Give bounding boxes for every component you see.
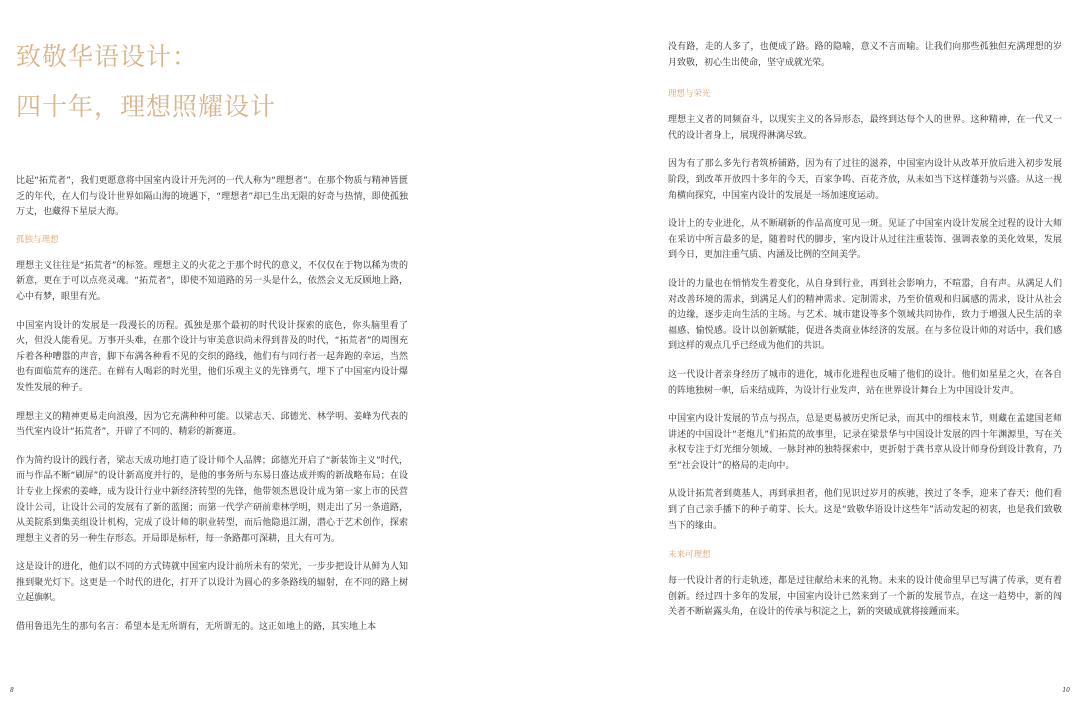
body-paragraph: 设计上的专业进化，从不断刷新的作品高度可见一斑。见证了中国室内设计发展全过程的设计大师在采访中所言最多的是，随着时代的脚步，室内设计从过往注重装饰、强调表象的美化效果，发展到今日，更加注重气质、内涵及比例的空间美学。 bbox=[668, 219, 1062, 261]
body-paragraph: 借用鲁迅先生的那句名言：希望本是无所谓有，无所谓无的。这正如地上的路，其实地上本 bbox=[16, 622, 377, 633]
body-paragraph: 理想主义的精神更易走向浪漫，因为它充满种种可能。以梁志天、邱德光、林学明、姜峰为代表的当代室内设计“拓荒者”，开辟了不同的、精彩的新赛道。 bbox=[16, 411, 408, 438]
body-paragraph: 理想主义者的同频奋斗，以现实主义的各异形态，最终到达每个人的世界。这种精神，在一代又一代的设计者身上，展现得淋漓尽致。 bbox=[668, 115, 1062, 141]
page-number: 10 bbox=[1062, 687, 1070, 694]
section-heading-loneliness: 孤独与理想 bbox=[16, 234, 59, 245]
title-line-1: 致敬华语设计： bbox=[16, 42, 199, 71]
section-heading-ideal-glory: 理想与荣光 bbox=[668, 89, 711, 100]
body-paragraph: 设计的力量也在悄悄发生着变化，从自身到行业，再到社会影响力，不喧嚣，自有声。从满足人们对改善环境的需求，到满足人们的精神需求、定制需求，乃至价值观和归属感的需求，设计从社会的边缘，逐步走向生活的主场。与艺术、城市建设等多个领域共同协作，致力于增强人民生活的幸福感、愉悦感。设计以创新赋能，促进各类商业体经济的发展。在与多位设计师的对话中，我们感到这样的观点几乎已经成为他们的共识。 bbox=[668, 278, 1062, 352]
intro-paragraph: 比起“拓荒者”，我们更愿意将中国室内设计开先河的一代人称为“理想者”。在那个物质与精神皆匮乏的年代，在人们与设计世界如隔山海的境遇下，“理想者”却已生出无限的好奇与热情，即使孤独万丈，也藏得下星辰大海。 bbox=[16, 176, 408, 218]
body-paragraph: 每一代设计者的行走轨迹，都是过往献给未来的礼物。未来的设计使命里早已写满了传承，更有着创新。经过四十多年的发展，中国室内设计已然来到了一个新的发展节点，在这一趋势中，新的闯关者不断崭露头角，在设计的传承与积淀之上，新的突破成就将接踵而来。 bbox=[668, 576, 1062, 618]
body-paragraph: 作为简约设计的践行者，梁志天成功地打造了设计师个人品牌；邱德光开启了“新装饰主义”时代，而与作品不断“刷屏”的设计新高度并行的，是他的事务所与东易日盛达成并购的新战略布局；在设计专业上探索的姜峰，成为设计行业中新经济转型的先锋，他带领杰恩设计成为第一家上市的民营设计公司，让设计公司的发展有了新的蓝图；而第一代学产研前辈林学明，则走出了另一条道路，从美院系到集美组设计机构，完成了设计师的职业转型，而后他隐退江湖，潜心于艺术创作，探索理想主义者的另一种生存形态。开局即是标杆，每一条路都可深耕，且大有可为。 bbox=[16, 455, 408, 544]
body-paragraph: 中国室内设计发展的节点与拐点，总是更易被历史所记录，而其中的细枝末节，则藏在孟建国老师讲述的中国设计“老炮儿”们拓荒的故事里，记录在梁景华与中国设计发展的四十年渊源里，写在关永权专注于灯光细分领域、一脉封神的独特探索中，更折射于龚书章从设计师身份到设计教育，乃至“社会设计”的格局的走向中。 bbox=[668, 414, 1062, 471]
body-paragraph: 这是设计的进化，他们以不同的方式铸就中国室内设计前所未有的荣光，一步步把设计从鲜为人知推到聚光灯下。这更是一个时代的进化，打开了以设计为圆心的多条路线的辐射，在不同的路上树立起旗帜。 bbox=[16, 562, 408, 604]
left-column bbox=[16, 174, 408, 636]
right-column bbox=[668, 40, 1062, 621]
body-paragraph: 理想主义往往是“拓荒者”的标签。理想主义的火花之于那个时代的意义，不仅仅在于物以稀为贵的新意，更在于可以点亮灵魂。“拓荒者”，即使不知道路的另一头是什么，依然会义无反顾地上路，心中有梦，眼里有光。 bbox=[16, 260, 408, 302]
body-paragraph: 没有路，走的人多了，也便成了路。路的隐喻，意义不言而喻。让我们向那些孤独但充满理想的岁月致敬，初心生出使命，坚守成就光荣。 bbox=[668, 42, 1062, 68]
section-heading-future: 未来可理想 bbox=[668, 550, 711, 561]
right-page bbox=[540, 0, 1080, 706]
page-number: 8 bbox=[10, 687, 14, 694]
body-paragraph: 因为有了那么多先行者筑桥铺路，因为有了过往的滋养，中国室内设计从改革开放后进入初步发展阶段，到改革开放四十多年的今天，百家争鸣、百花齐放，从未如当下这样蓬勃与兴盛。从这一视角横向探究，中国室内设计的发展是一场加速度运动。 bbox=[668, 159, 1062, 201]
body-paragraph: 这一代设计者亲身经历了城市的进化，城市化进程也反哺了他们的设计。他们如星星之火，在各自的阵地独树一帜，后来结成阵，为设计行业发声，站在世界设计舞台上为中国设计发声。 bbox=[668, 369, 1062, 396]
title-line-2: 四十年，理想照耀设计 bbox=[16, 92, 277, 121]
body-paragraph: 从设计拓荒者到奠基人，再到承担者，他们见识过岁月的疾驰，挨过了冬季，迎来了春天；他们看到了自己亲手播下的种子萌芽、长大。这是“致敬华语设计这些年”活动发起的初衷，也是我们致敬当下的缘由。 bbox=[668, 489, 1062, 531]
body-paragraph: 中国室内设计的发展是一段漫长的历程。孤独是那个最初的时代设计探索的底色，你头脑里看了火，但没人能看见。万事开头难，在那个设计与审美意识尚未得到普及的时代，“拓荒者”的周围充斥着各种嘈嚣的声音，脚下布满各种看不见的交织的路线，他们有与同行者一起奔跑的幸运，当然也有面临荒弃的迷茫。在鲜有人喝彩的时光里，他们乐观主义的先锋勇气，埋下了中国室内设计爆发性发展的种子。 bbox=[16, 320, 408, 393]
